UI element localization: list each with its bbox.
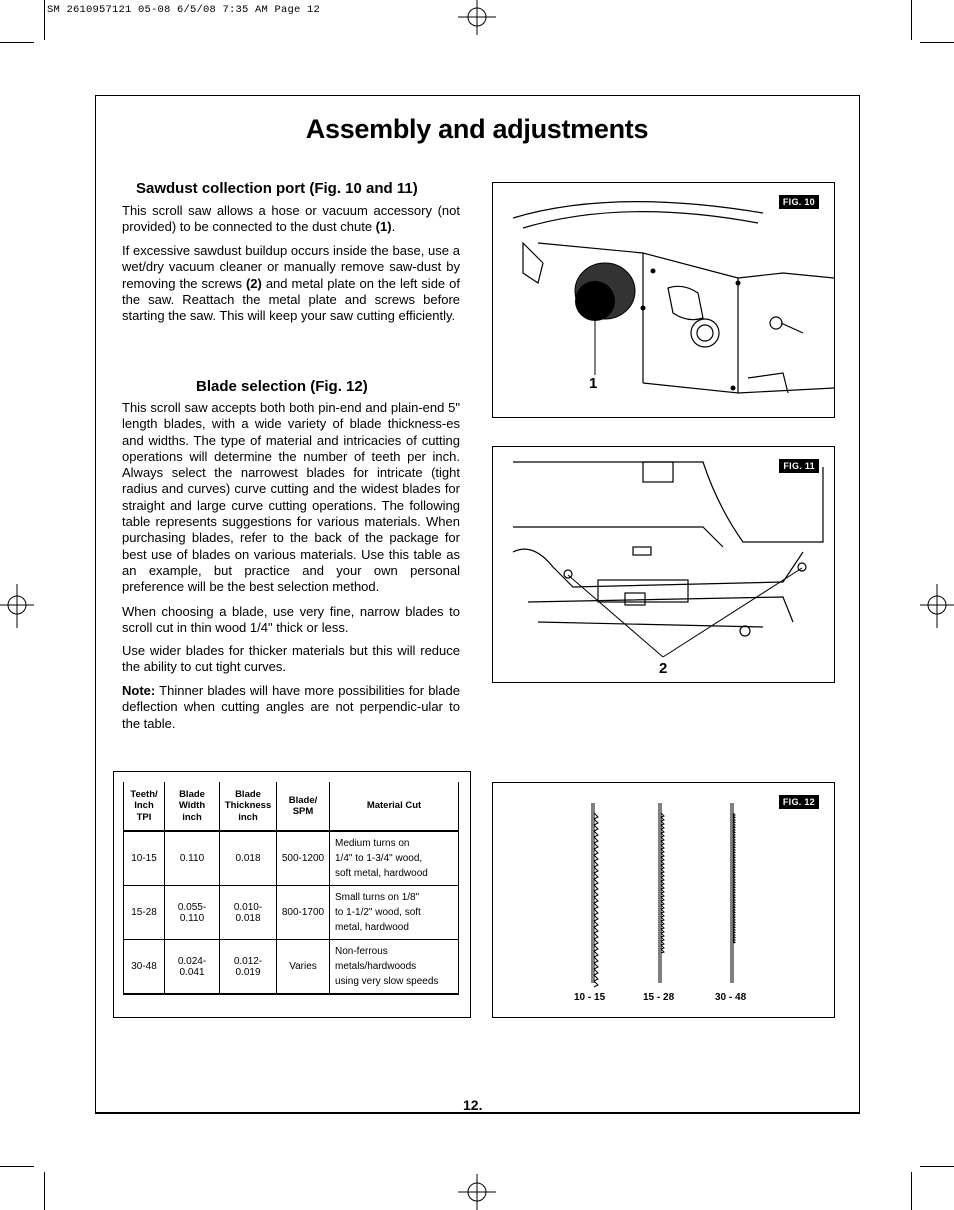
cell: 0.018: [220, 831, 277, 886]
header-width: Blade Width inch: [165, 782, 220, 831]
registration-mark-left: [0, 584, 36, 628]
figure-12-tag: FIG. 12: [779, 795, 819, 809]
figure-11-tag: FIG. 11: [779, 459, 819, 473]
page-number: 12.: [463, 1097, 483, 1113]
figure-10-tag: FIG. 10: [779, 195, 819, 209]
registration-mark-bottom: [456, 1174, 500, 1210]
sawdust-paragraph-2: [122, 243, 460, 324]
callout-ref: (2): [245, 275, 262, 291]
header-thickness: Blade Thickness inch: [220, 782, 277, 831]
blade-selection-table: [123, 782, 459, 995]
blade-paragraph-2: When choosing a blade, use very fine, narrow blades to scroll cut in thin wood 1/4" thick or less.: [122, 604, 460, 636]
blade-heading: Blade selection (Fig. 12): [196, 378, 368, 395]
figure-12: [492, 782, 835, 1018]
page-title: Assembly and adjustments: [305, 114, 649, 144]
base-screws-illustration: [493, 447, 834, 682]
cell: 500-1200: [277, 831, 330, 886]
cell: 30-48: [124, 940, 165, 995]
cell: 0.010-0.018: [220, 886, 277, 940]
table-row: [124, 831, 459, 886]
header-spm: Blade/ SPM: [277, 782, 330, 831]
cell: 800-1700: [277, 886, 330, 940]
cell: 15-28: [124, 886, 165, 940]
text: This scroll saw allows a hose or vacuum accessory (not provided) to be connected to the dust chute: [122, 203, 460, 235]
registration-mark-right: [918, 584, 954, 628]
cell: 0.055-0.110: [165, 886, 220, 940]
cell: Non-ferrous metals/hardwoods using very slow speeds: [330, 940, 459, 995]
figure-10: [492, 182, 835, 418]
cell: 0.110: [165, 831, 220, 886]
cell: 0.012-0.019: [220, 940, 277, 995]
table-row: [124, 940, 459, 995]
callout-2: 2: [659, 660, 668, 677]
blade-note: [122, 683, 460, 732]
sawdust-heading: Sawdust collection port (Fig. 10 and 11): [136, 180, 418, 197]
registration-mark-top: [456, 0, 500, 36]
dust-chute-illustration: [493, 183, 834, 417]
table-row: [124, 886, 459, 940]
text: and metal plate on the left side of the saw. Reattach the metal plate and screws before starting the saw. This will keep your saw cutting efficiently.: [122, 275, 460, 324]
blades-illustration: [493, 783, 834, 1017]
blade-label-30-48: 30 - 48: [715, 992, 747, 1003]
cell: Small turns on 1/8" to 1-1/2" wood, soft metal, hardwood: [330, 886, 459, 940]
text: .: [391, 219, 396, 235]
cell: Medium turns on 1/4" to 1-3/4" wood, soft metal, hardwood: [330, 831, 459, 886]
callout-1: 1: [589, 375, 598, 392]
blade-label-10-15: 10 - 15: [574, 992, 606, 1003]
header-material: Material Cut: [330, 782, 459, 831]
note-label: Note:: [122, 683, 156, 698]
sawdust-paragraph-1: [122, 203, 460, 236]
callout-ref: (1): [375, 219, 392, 235]
blade-paragraph-1: This scroll saw accepts both both pin-end and plain-end 5" length blades, with a wide variety of blade thickness-es and widths. The type of material and intricacies of cutting operations will determine the number of teeth per inch. Always select the narrowest blades for intricate (tight radius and curves) curve cutting and the widest blades for straight and large curve cutting operations. The following table represents suggestions for various materials. When purchasing blades, refer to the back of the package for best use of blades on various materials. Use this table as an example, but practice and your own personal preference will be the best selection method.: [122, 400, 460, 595]
blade-paragraph-3: Use wider blades for thicker materials but this will reduce the ability to cut tight curves.: [122, 643, 460, 675]
blade-label-15-28: 15 - 28: [643, 992, 675, 1003]
cell: 10-15: [124, 831, 165, 886]
cell: Varies: [277, 940, 330, 995]
figure-11: [492, 446, 835, 683]
note-text: Thinner blades will have more possibilities for blade deflection when cutting angles are not perpendic-ular to the table.: [122, 683, 460, 731]
text: If excessive sawdust buildup occurs inside the base, use a wet/dry vacuum cleaner or manually remove saw-dust by removing the screws: [122, 243, 460, 291]
print-slug: SM 2610957121 05-08 6/5/08 7:35 AM Page 12: [47, 4, 321, 16]
header-tpi: Teeth/ Inch TPI: [124, 782, 165, 831]
cell: 0.024-0.041: [165, 940, 220, 995]
